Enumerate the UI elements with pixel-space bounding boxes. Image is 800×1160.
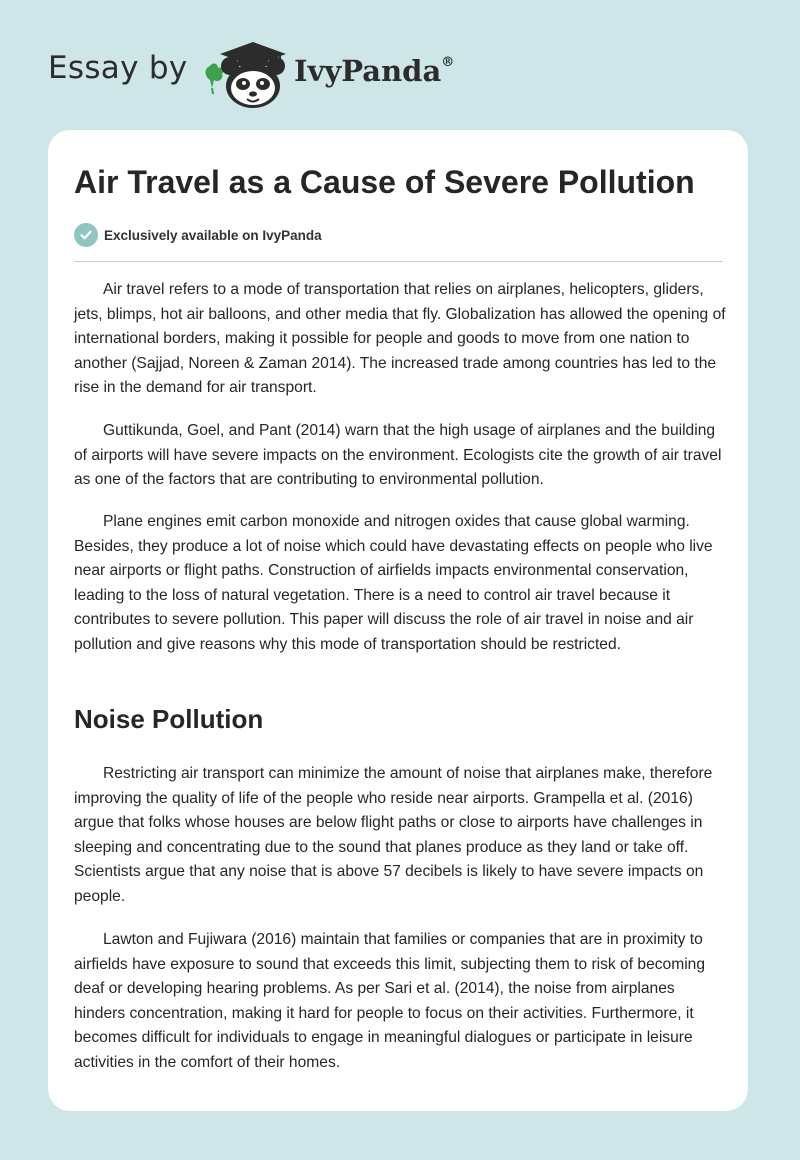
paragraph: Restricting air transport can minimize the amount of noise that airplanes make, therefore improving the quality of life of the people who reside near airports. Grampella et al. (2016) argue that folks whose houses are below flight paths or close to airports have challenges in sleeping and concentrating due to the sound that planes produce as they land or take off. Scientists argue that any noise that is above 57 decibels is likely to have severe impacts on people. — [74, 765, 713, 905]
page-title: Air Travel as a Cause of Severe Pollution — [74, 164, 695, 200]
brand-name[interactable]: IvyPanda® — [294, 54, 455, 88]
ivypanda-logo-icon[interactable] — [200, 36, 296, 110]
exclusive-badge-label: Exclusively available on IvyPanda — [104, 227, 322, 243]
essay-by-label: Essay by — [48, 50, 188, 86]
paragraph: Plane engines emit carbon monoxide and nitrogen oxides that cause global warming. Besides, they produce a lot of noise which could have devastating effects on people who live near airports or flight paths. Construction of airfields impacts environmental conservation, leading to the loss of natural vegetation. There is a need to control air travel because it contributes to severe pollution. This paper will discuss the role of air travel in noise and air pollution and give reasons why this mode of transportation should be restricted. — [74, 513, 713, 653]
check-circle-icon — [74, 223, 98, 247]
paragraph: Lawton and Fujiwara (2016) maintain that families or companies that are in proximity to airfields have exposure to sound that exceeds this limit, subjecting them to risk of becoming deaf or developing hearing problems. As per Sari et al. (2014), the noise from airplanes hinders concentration, making it hard for people to focus on their activities. Furthermore, it becomes difficult for individuals to engage in meaningful dialogues or participate in leisure activities in the comfort of their homes. — [74, 931, 706, 1071]
registered-mark: ® — [441, 55, 455, 71]
section-heading: Noise Pollution — [74, 704, 264, 734]
paragraph: Guttikunda, Goel, and Pant (2014) warn that the high usage of airplanes and the building of airports will have severe impacts on the environment. Ecologists cite the growth of air travel as one of the factors that are contributing to environmental pollution. — [74, 422, 722, 489]
essay-card — [48, 130, 748, 1111]
paragraph: Air travel refers to a mode of transportation that relies on airplanes, helicopters, gliders, jets, blimps, hot air balloons, and other media that fly. Globalization has allowed the opening of international borders, making it possible for people and goods to move from one nation to another (Sajjad, Noreen & Zaman 2014). The increased trade among countries has led to the rise in the demand for air transport. — [74, 281, 726, 397]
divider — [74, 261, 723, 262]
exclusive-badge — [74, 223, 322, 247]
site-header — [48, 36, 548, 110]
